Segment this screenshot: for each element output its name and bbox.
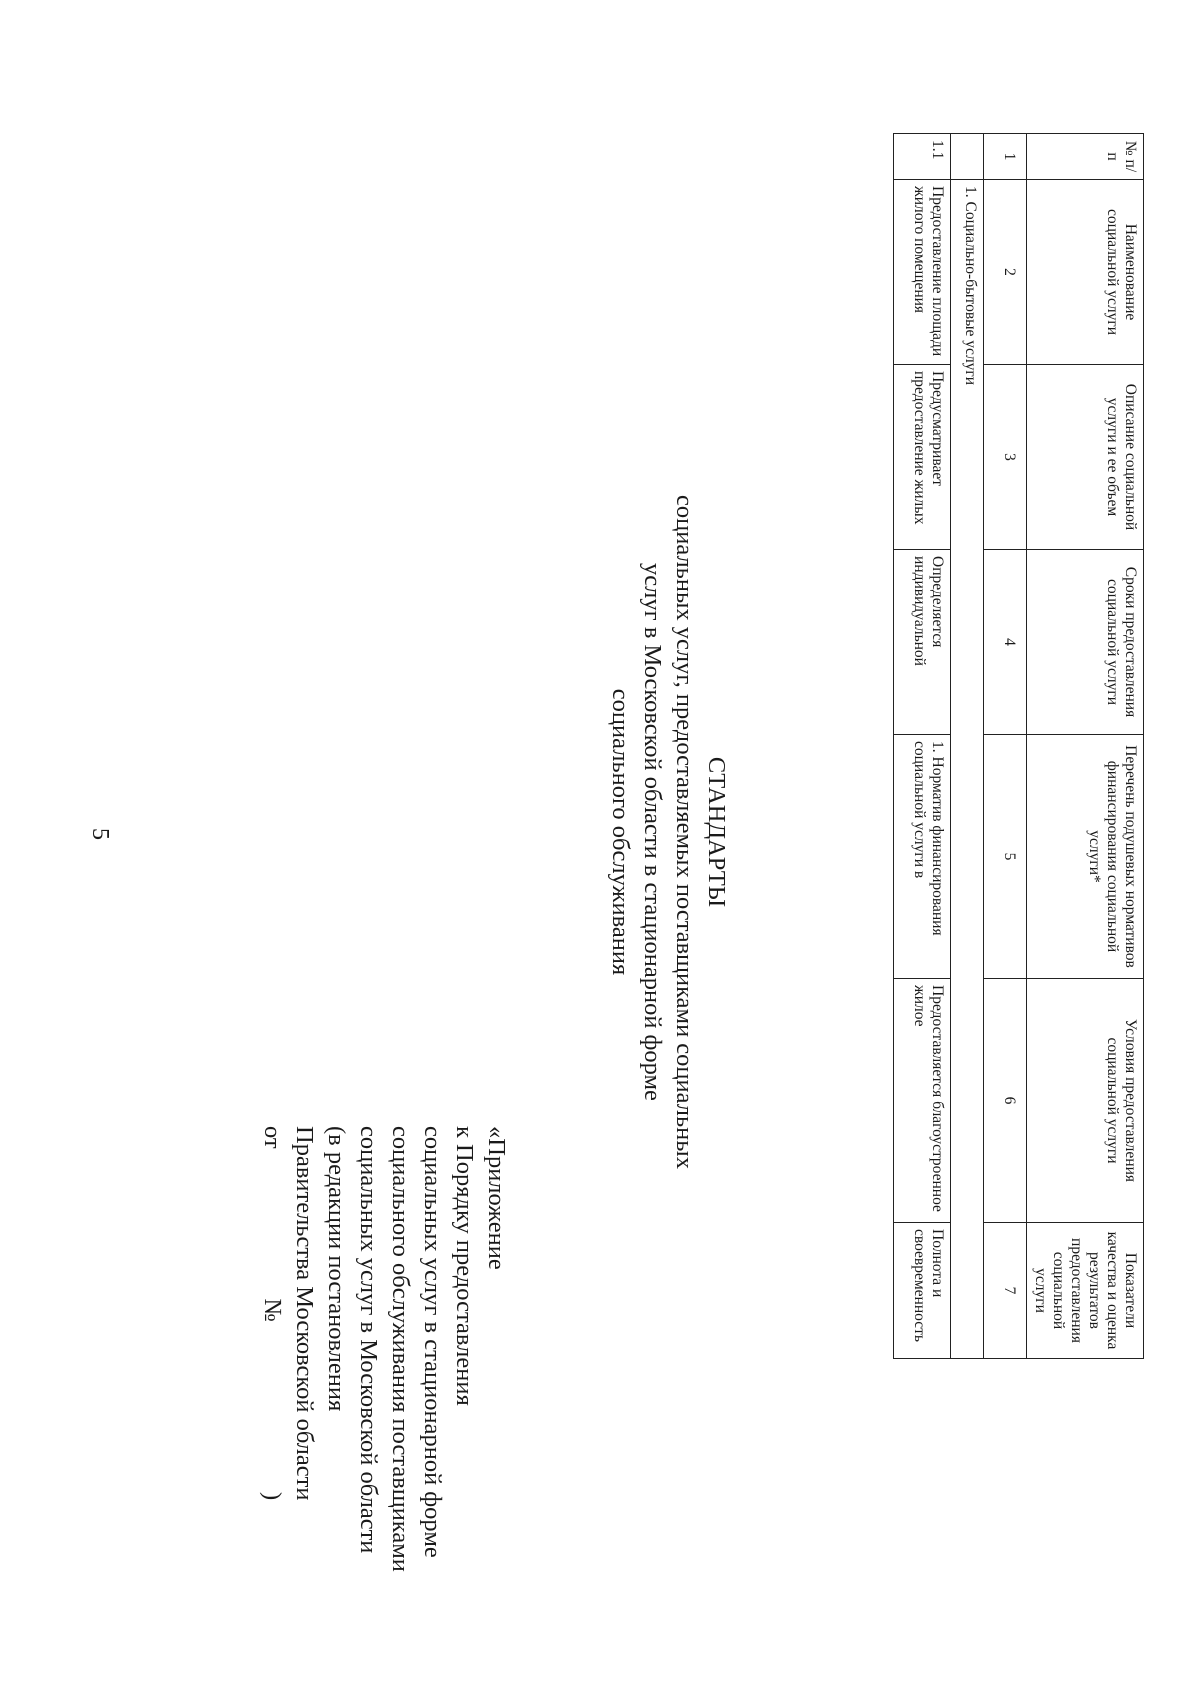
appendix-line: к Порядку предоставления [451,1126,478,1406]
table-cell: 1.1 [894,134,951,180]
title-main: СТАНДАРТЫ [703,756,730,908]
table-cell: Предусматривает предоставление жилых [894,365,951,550]
table-row [894,134,951,1359]
title-line: социальных услуг, предоставляемых поставщиками социальных [671,495,698,1169]
header-cell: Условия предоставления социальной услуги [1027,979,1144,1223]
appendix-line: (в редакции постановления [323,1126,350,1412]
section-blank-cell [951,134,984,180]
appendix-note [256,1126,512,1676]
table-cell: Определяется индивидуальной [894,550,951,735]
appendix-line: социального обслуживания поставщиками [387,1126,414,1572]
column-number-cell: 5 [984,735,1027,979]
header-cell: Сроки предоставления социальной услуги [1027,550,1144,735]
column-number-cell: 1 [984,134,1027,180]
column-number-cell: 6 [984,979,1027,1223]
table-cell: 1. Норматив финансирования социальной услуги в [894,735,951,979]
table-cell: Полнота и своевременность [894,1223,951,1359]
table-cell: Предоставляется благоустроенное жилое [894,979,951,1223]
closing-paren: ) [259,1492,286,1501]
page-number: 5 [87,828,113,840]
appendix-date-line [256,1126,288,1676]
header-cell: Описание социальной услуги и ее объем [1027,365,1144,550]
title-line: услуг в Московской области в стационарной форме [639,563,666,1101]
header-cell: Показатели качества и оценка результатов предоставления социальной услуги [1027,1223,1144,1359]
number-label: № [259,1298,286,1323]
header-cell: Перечень подушевых нормативов финансирования социальной услуги* [1027,735,1144,979]
document-title [604,402,732,1262]
section-row [951,134,984,1359]
header-cell: Наименование социальной услуги [1027,180,1144,365]
table-cell: Предоставление площади жилого помещения [894,180,951,365]
column-number-cell: 4 [984,550,1027,735]
appendix-line: социальных услуг в стационарной форме [419,1126,446,1558]
column-number-cell: 2 [984,180,1027,365]
section-title: 1. Социально-бытовые услуги [951,180,984,1359]
header-cell: № п/п [1027,134,1144,180]
appendix-line: «Приложение [483,1126,510,1270]
appendix-line: Правительства Московской области [291,1126,318,1501]
from-label: от [259,1126,286,1149]
column-number-cell: 7 [984,1223,1027,1359]
title-line: социального обслуживания [607,688,634,976]
standards-table [893,133,1144,1359]
appendix-line: социальных услуг в Московской области [355,1126,382,1554]
column-number-cell: 3 [984,365,1027,550]
table-header-row [1027,134,1144,1359]
column-number-row [984,134,1027,1359]
